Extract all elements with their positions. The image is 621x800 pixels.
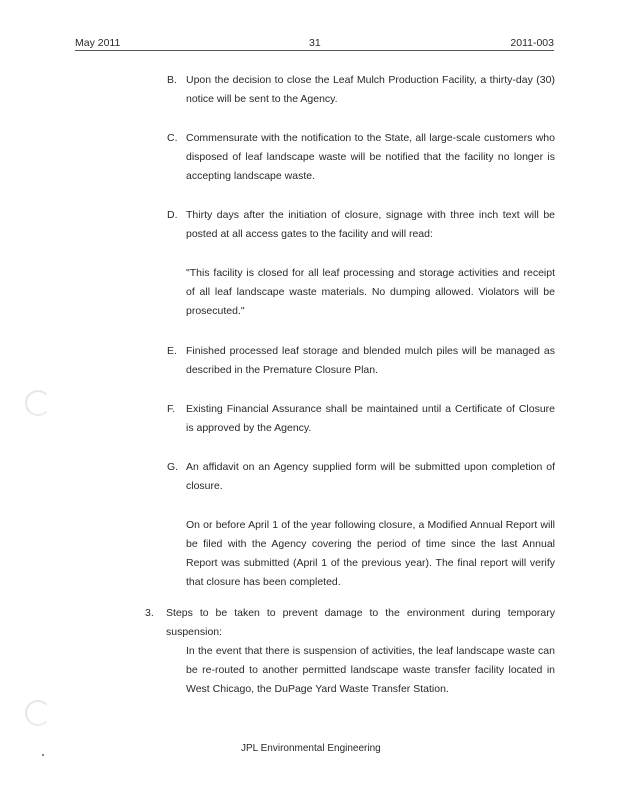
- item-letter: B.: [167, 74, 177, 86]
- header-rule: [75, 50, 554, 51]
- item-text: Existing Financial Assurance shall be maintained until a Certificate of Closure is approved by the Agency.: [186, 403, 555, 434]
- section-heading: Steps to be taken to prevent damage to the environment during temporary suspension:: [166, 607, 555, 638]
- page-header: [0, 37, 621, 51]
- item-text: Thirty days after the initiation of closure, signage with three inch text will be posted at all access gates to the facility and will read:: [186, 209, 555, 240]
- item-text: Upon the decision to close the Leaf Mulch Production Facility, a thirty-day (30) notice will be sent to the Agency.: [186, 74, 555, 105]
- signage-quote: "This facility is closed for all leaf processing and storage activities and receipt of all leaf landscape waste materials. No dumping allowed. Violators will be prosecuted.": [186, 267, 555, 317]
- page-number: 31: [309, 37, 321, 49]
- list-item-c: [167, 129, 555, 186]
- list-item-g: [167, 458, 555, 496]
- list-item-d: [167, 206, 555, 244]
- scan-speck: [42, 754, 44, 756]
- list-item-b: [167, 71, 555, 109]
- item-letter: D.: [167, 209, 178, 221]
- item-letter: G.: [167, 461, 179, 473]
- section-number: 3.: [145, 607, 154, 619]
- item-letter: E.: [167, 345, 177, 357]
- scan-hole-mark: [25, 390, 51, 416]
- list-item-f: [167, 400, 555, 438]
- item-text: An affidavit on an Agency supplied form will be submitted upon completion of closure.: [186, 461, 555, 492]
- item-text: Commensurate with the notification to the State, all large-scale customers who disposed of leaf landscape waste will be notified that the facility no longer is accepting landscape waste.: [186, 132, 555, 182]
- document-number: 2011-003: [510, 37, 554, 49]
- item-text: Finished processed leaf storage and blended mulch piles will be managed as described in the Premature Closure Plan.: [186, 345, 555, 376]
- list-item-e: [167, 342, 555, 380]
- header-date: May 2011: [75, 37, 121, 49]
- suspension-paragraph: In the event that there is suspension of activities, the leaf landscape waste can be re-routed to another permitted landscape waste transfer facility located in West Chicago, the DuPage Yard Waste Transfer Station.: [186, 645, 555, 695]
- scan-hole-mark: [25, 700, 51, 726]
- annual-report-paragraph: On or before April 1 of the year following closure, a Modified Annual Report will be filed with the Agency covering the period of time since the last Annual Report was submitted (April 1 of the previous year). The final report will verify that closure has been completed.: [186, 519, 555, 588]
- item-letter: F.: [167, 403, 176, 415]
- page-footer: JPL Environmental Engineering: [241, 743, 381, 754]
- item-letter: C.: [167, 132, 178, 144]
- section-3: [145, 604, 555, 642]
